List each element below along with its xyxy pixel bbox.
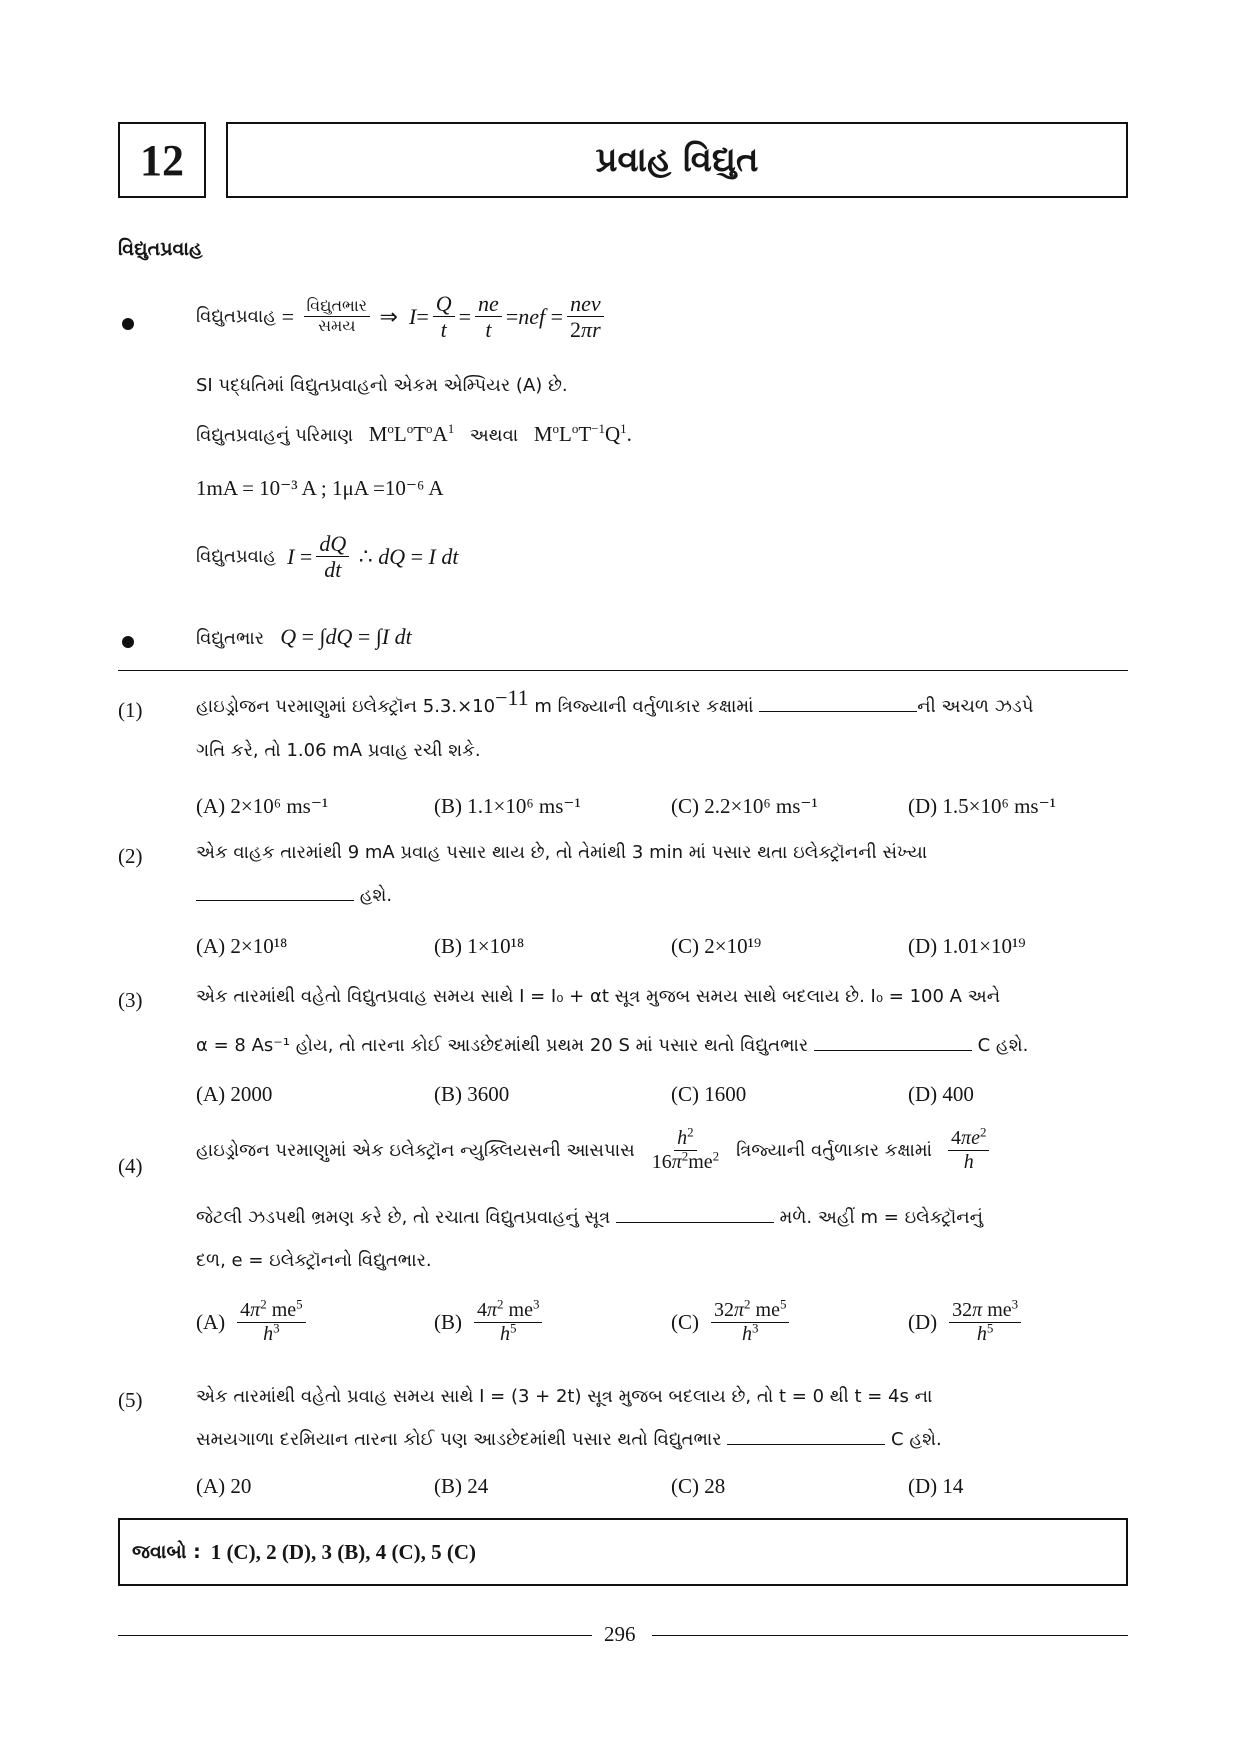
option-d: (D) 1.5×10⁶ ms⁻¹ <box>908 794 1056 818</box>
dimension-line: વિદ્યુતપ્રવાહનું પરિમાણ $M^oL^oT^oA^1$ અથવા $M^oL^oT^{-1}Q^1$. <box>196 421 632 446</box>
option-a: (A) $\frac{4\pi^2 me^5}{h^3}$ <box>196 1300 310 1345</box>
radius-fraction: $\frac{h^2}{16\pi^2me^2}$ <box>651 1124 720 1173</box>
option-d: (D) 400 <box>908 1082 974 1106</box>
option-b: (B) 1.1×10⁶ ms⁻¹ <box>434 794 581 818</box>
question-text: દળ, e = ઇલેક્ટ્રૉનનો વિદ્યુતભાર. <box>196 1250 432 1271</box>
question-text: હાઇડ્રોજન પરમાણુમાં ઇલેક્ટ્રૉન $5.3.\times 10^{-11}$ m ત્રિજ્યાની વર્તુળાકાર કક્ષામાં ની અચળ ઝડપે <box>196 685 1034 717</box>
section-heading: વિદ્યુતપ્રવાહ <box>118 238 203 260</box>
bullet-icon <box>122 636 134 648</box>
option-c: (C) 1600 <box>671 1082 747 1106</box>
option-c: (C) 2×10¹⁹ <box>671 934 762 958</box>
option-a: (A) 20 <box>196 1474 252 1498</box>
footer-rule-right <box>652 1635 1128 1636</box>
page-number: 296 <box>604 1622 636 1646</box>
current-label: વિદ્યુતપ્રવાહ <box>196 305 277 327</box>
answers-box <box>118 1518 1128 1586</box>
question-text: એક તારમાંથી વહેતો વિદ્યુતપ્રવાહ સમય સાથે I = I₀ + αt સૂત્ર મુજબ સમય સાથે બદલાય છે. I₀ = 100 A અને <box>196 986 1001 1007</box>
question-text: સમયગાળા દરમિયાન તારના કોઈ પણ આડછેદમાંથી પસાર થતો વિદ્યુતભાર C હશે. <box>196 1429 942 1450</box>
current-formula: વિદ્યુતપ્રવાહ = $\frac{\text{વિદ્યુતભાર}}{\text{સમય}}$ ⇒ I= $\frac{Q}{t}$ = $\frac{ne}{t}$ =nef = $\frac{\text{nev}}{2\pi r}$ <box>196 292 608 341</box>
question-text: ગતિ કરે, તો 1.06 mA પ્રવાહ રચી શકે. <box>196 740 481 761</box>
charge-integral: વિદ્યુતભાર Q = ∫dQ = ∫I dt <box>196 624 412 649</box>
answer-blank <box>759 711 917 712</box>
answers-text: 1 (C), 2 (D), 3 (B), 4 (C), 5 (C) <box>210 1539 477 1564</box>
option-c: (C) 28 <box>671 1474 726 1498</box>
option-a: (A) 2×10¹⁸ <box>196 934 288 958</box>
answer-blank <box>616 1222 774 1223</box>
option-a: (A) 2000 <box>196 1082 273 1106</box>
chapter-title: પ્રવાહ વિદ્યુત <box>595 140 759 180</box>
option-b: (B) 1×10¹⁸ <box>434 934 525 958</box>
chapter-number: 12 <box>140 135 184 185</box>
speed-fraction: $\frac{4\pi e^2}{h}$ <box>948 1128 989 1173</box>
question-number: (3) <box>118 988 143 1012</box>
charge-over-time-fraction: $\frac{\text{વિદ્યુતભાર}}{\text{સમય}}$ <box>304 298 371 335</box>
differential-current: વિદ્યુતપ્રવાહ I = $\frac{dQ}{dt}$ ∴ dQ = I dt <box>196 531 459 583</box>
units-line: 1mA = 10⁻³ A ; 1μA =10⁻⁶ A <box>196 476 444 500</box>
option-b: (B) $\frac{4\pi^2 me^3}{h^5}$ <box>434 1300 546 1345</box>
question-text: એક તારમાંથી વહેતો પ્રવાહ સમય સાથે I = (3 + 2t) સૂત્ર મુજબ બદલાય છે, તો t = 0 થી t = 4s ના <box>196 1386 933 1407</box>
question-number: (2) <box>118 844 143 868</box>
question-text: હશે. <box>196 886 392 905</box>
option-a: (A) 2×10⁶ ms⁻¹ <box>196 794 329 818</box>
answers-label: જવાબો : <box>132 1541 201 1563</box>
question-text: α = 8 As⁻¹ હોય, તો તારના કોઈ આડછેદમાંથી પ્રથમ 20 S માં પસાર થતો વિદ્યુતભાર C હશે. <box>196 1035 1029 1056</box>
question-text: એક વાહક તારમાંથી 9 mA પ્રવાહ પસાર થાય છે, તો તેમાંથી 3 min માં પસાર થતા ઇલેક્ટ્રૉનની સંખ્યા <box>196 842 928 863</box>
section-divider <box>118 670 1128 671</box>
question-number: (5) <box>118 1388 143 1412</box>
answer-blank <box>814 1050 972 1051</box>
option-d: (D) $\frac{32\pi me^3}{h^5}$ <box>908 1300 1025 1345</box>
answer-blank <box>196 900 354 901</box>
chapter-number-box <box>118 122 206 198</box>
question-text: હાઇડ્રોજન પરમાણુમાં એક ઇલેક્ટ્રૉન ન્યુક્લિયસની આસપાસ $\frac{h^2}{16\pi^2me^2}$ ત્રિજ્યાની વર્તુળાકાર કક્ષામાં $\frac{4\pi e^2}{h}$ <box>196 1128 993 1173</box>
question-text: જેટલી ઝડપથી ભ્રમણ કરે છે, તો રચાતા વિદ્યુતપ્રવાહનું સૂત્ર મળે. અહીં m = ઇલેક્ટ્રૉનનું <box>196 1207 984 1228</box>
question-number: (4) <box>118 1154 143 1178</box>
option-d: (D) 1.01×10¹⁹ <box>908 934 1026 958</box>
option-b: (B) 24 <box>434 1474 489 1498</box>
option-c: (C) 2.2×10⁶ ms⁻¹ <box>671 794 818 818</box>
question-number: (1) <box>118 698 143 722</box>
bullet-icon <box>122 318 134 330</box>
option-b: (B) 3600 <box>434 1082 510 1106</box>
chapter-title-box <box>226 122 1128 198</box>
si-unit-line: SI પદ્ધતિમાં વિદ્યુતપ્રવાહનો એકમ એમ્પિયર (A) છે. <box>196 375 568 396</box>
option-c: (C) $\frac{32\pi^2 me^5}{h^3}$ <box>671 1300 793 1345</box>
footer-rule-left <box>118 1635 592 1636</box>
option-d: (D) 14 <box>908 1474 964 1498</box>
answer-blank <box>727 1444 885 1445</box>
